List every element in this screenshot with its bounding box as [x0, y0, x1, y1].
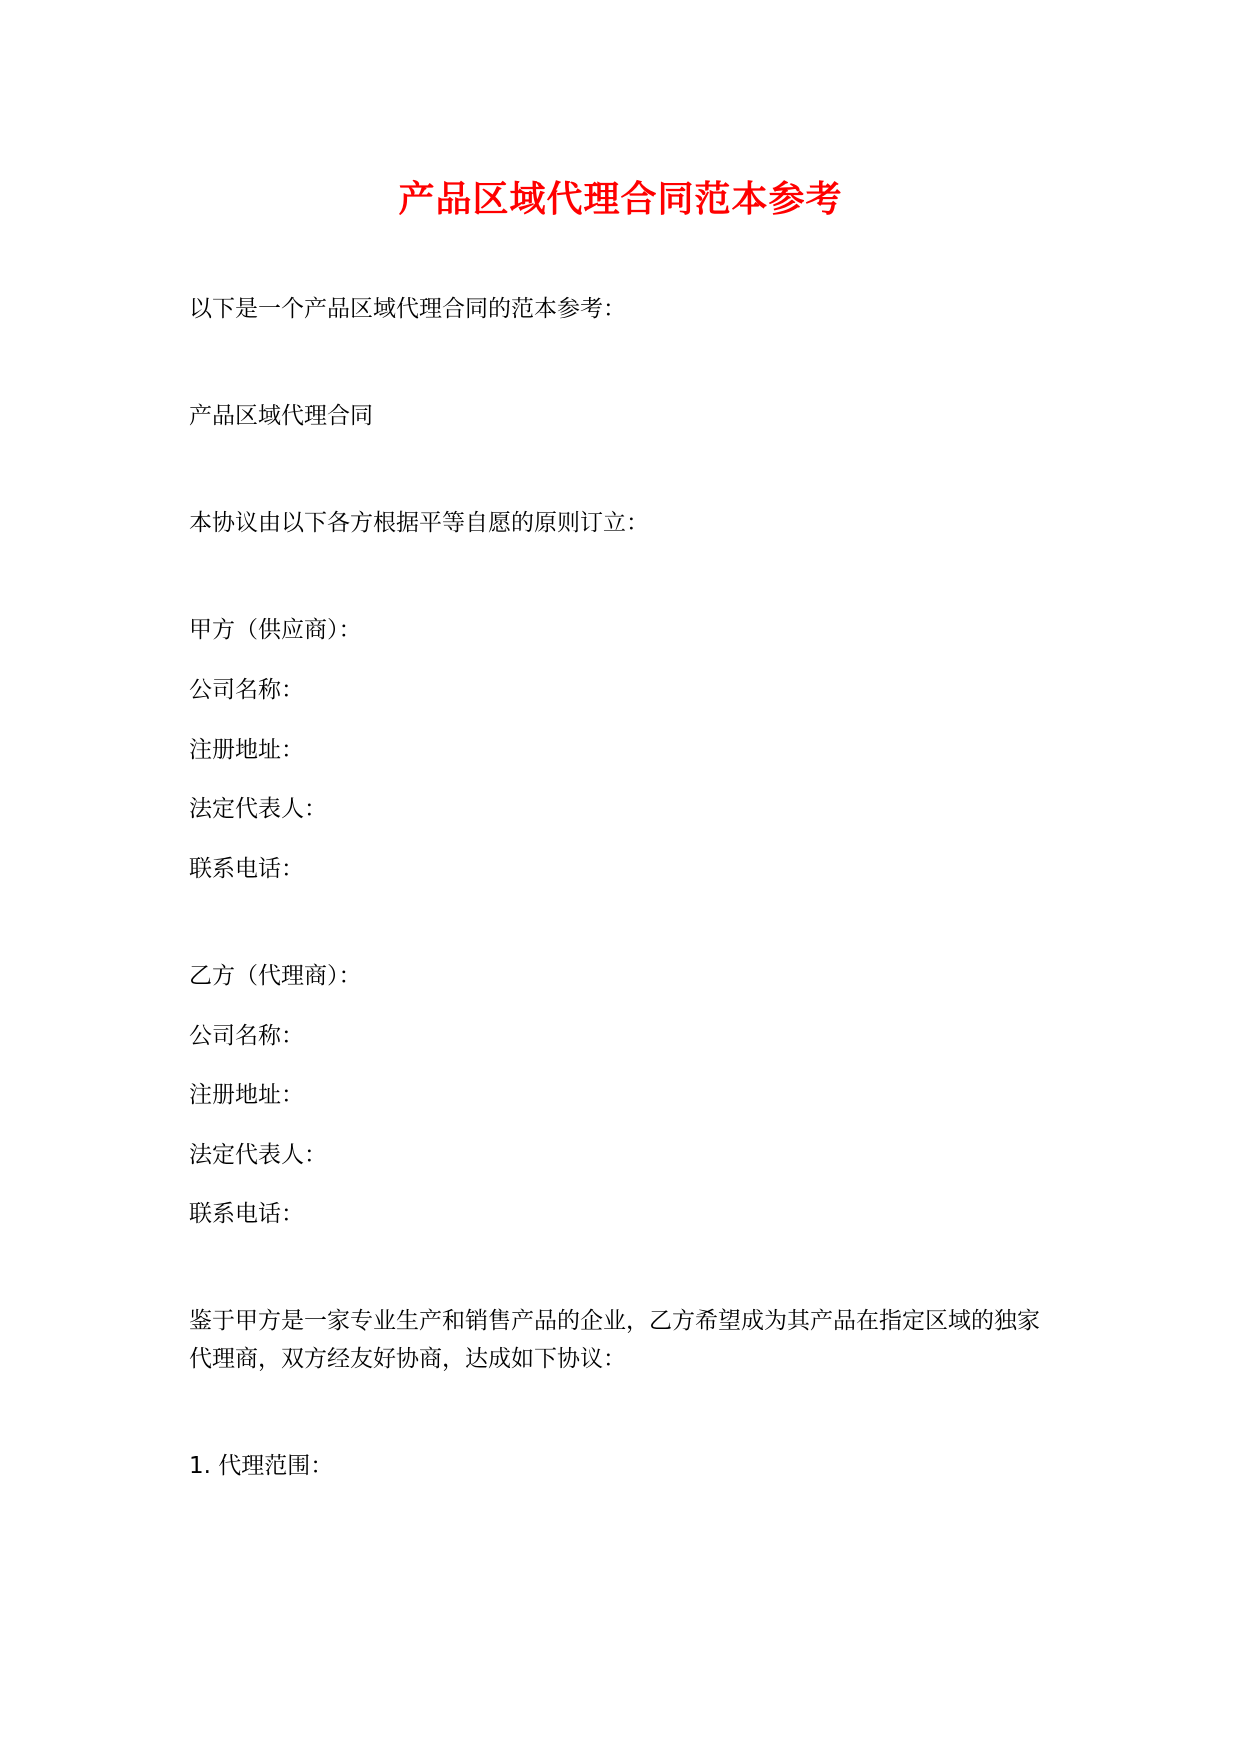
party-b-registered-address: 注册地址：: [189, 1082, 304, 1108]
party-a-heading: 甲方（供应商）：: [189, 617, 362, 643]
section-1-heading: 1. 代理范围：: [189, 1453, 334, 1479]
party-a-legal-representative: 法定代表人：: [189, 796, 327, 822]
party-b-legal-representative: 法定代表人：: [189, 1142, 327, 1168]
party-b-contact-phone: 联系电话：: [189, 1201, 304, 1227]
party-a-registered-address: 注册地址：: [189, 737, 304, 763]
agreement-statement: 本协议由以下各方根据平等自愿的原则订立：: [189, 510, 649, 536]
party-b-company-name: 公司名称：: [189, 1023, 304, 1049]
whereas-clause: 鉴于甲方是一家专业生产和销售产品的企业，乙方希望成为其产品在指定区域的独家代理商，双方经友好协商，达成如下协议：: [189, 1308, 1040, 1372]
contract-name: 产品区域代理合同: [189, 403, 373, 429]
document-title: 产品区域代理合同范本参考: [398, 179, 843, 220]
party-a-company-name: 公司名称：: [189, 677, 304, 703]
party-a-contact-phone: 联系电话：: [189, 856, 304, 882]
intro-text: 以下是一个产品区域代理合同的范本参考：: [189, 296, 626, 322]
party-b-heading: 乙方（代理商）：: [189, 963, 362, 989]
